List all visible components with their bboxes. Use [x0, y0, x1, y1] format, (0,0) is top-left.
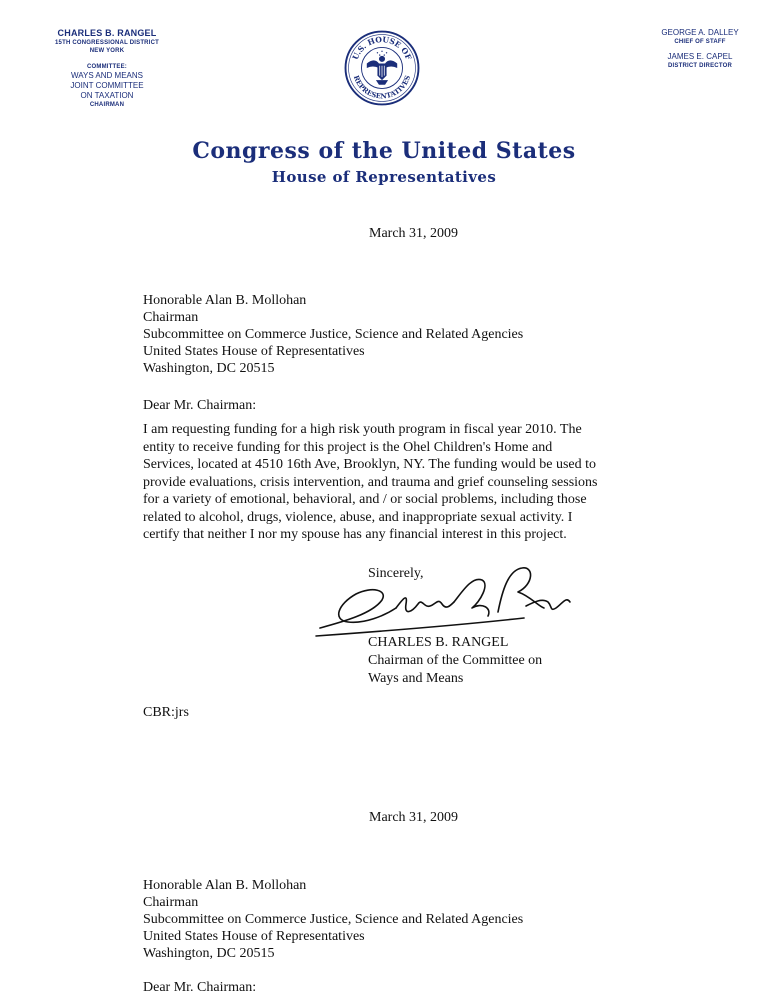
body-line: Services, located at 4510 16th Ave, Brooklyn, NY. The funding would be used to [143, 457, 596, 472]
recipient-subcommittee: Subcommittee on Commerce Justice, Science and Related Agencies [143, 327, 524, 342]
recipient-title: Chairman [143, 895, 199, 910]
recipient-city: Washington, DC 20515 [143, 946, 275, 961]
body-line: I am requesting funding for a high risk youth program in fiscal year 2010. The [143, 422, 582, 437]
body-line: for a variety of emotional, behavioral, and / or social problems, including those [143, 492, 587, 507]
recipient-city: Washington, DC 20515 [143, 361, 275, 376]
signer-title-line2: Ways and Means [368, 671, 464, 686]
letter-2-date: March 31, 2009 [369, 810, 459, 825]
chief-of-staff-name: GEORGE A. DALLEY [661, 28, 739, 37]
letterhead-left-column [22, 28, 192, 109]
state: NEW YORK [89, 48, 125, 54]
letter-2-salutation: Dear Mr. Chairman: [143, 980, 257, 995]
body-line: entity to receive funding for this project is the Ohel Children's Home and [143, 439, 553, 455]
recipient-institution: United States House of Representatives [143, 929, 365, 944]
seal-text-bottom: REPRESENTATIVES [351, 74, 413, 101]
recipient-address [143, 292, 523, 377]
typist-initials: CBR:jrs [143, 705, 189, 720]
district: 15TH CONGRESSIONAL DISTRICT [55, 40, 159, 46]
signer-title-line1: Chairman of the Committee on [368, 653, 543, 668]
chief-of-staff-title: CHIEF OF STAFF [674, 39, 726, 45]
recipient-institution: United States House of Representatives [143, 344, 365, 359]
district-director-title: DISTRICT DIRECTOR [668, 63, 732, 69]
congress-title: Congress of the United States [192, 138, 576, 164]
closing: Sincerely, [368, 566, 424, 581]
committee-ways-and-means: WAYS AND MEANS [70, 71, 143, 80]
recipient-title: Chairman [143, 310, 199, 325]
letter-body [143, 421, 633, 544]
salutation: Dear Mr. Chairman: [143, 398, 257, 413]
house-seal-icon [344, 30, 420, 106]
letter-date: March 31, 2009 [369, 226, 459, 241]
member-name: CHARLES B. RANGEL [57, 28, 157, 38]
committee-joint-line1: JOINT COMMITTEE [70, 81, 144, 90]
body-line: certify that neither I nor my spouse has any financial interest in this project. [143, 527, 567, 542]
committee-joint-line2: ON TAXATION [80, 91, 134, 100]
recipient-name: Honorable Alan B. Mollohan [143, 878, 307, 893]
handwritten-signature [312, 562, 580, 642]
seal-text-top: U.S. HOUSE OF [350, 34, 414, 62]
signer-name: CHARLES B. RANGEL [368, 635, 509, 650]
committees-label: COMMITTEE: [87, 64, 127, 70]
recipient-name: Honorable Alan B. Mollohan [143, 293, 307, 308]
signature-block [368, 634, 542, 688]
recipient-subcommittee: Subcommittee on Commerce Justice, Science and Related Agencies [143, 912, 524, 927]
letterhead-right-column [636, 28, 764, 70]
letter-2-recipient-address [143, 877, 523, 962]
committee-role: CHAIRMAN [89, 102, 125, 108]
body-line: provide evaluations, crisis intervention, and trauma and grief counseling sessions [143, 474, 598, 490]
body-line: related to alcohol, drugs, violence, abuse, and inappropriate sexual activity. I [143, 509, 573, 525]
district-director-name: JAMES E. CAPEL [667, 52, 733, 61]
house-subtitle: House of Representatives [271, 168, 497, 186]
